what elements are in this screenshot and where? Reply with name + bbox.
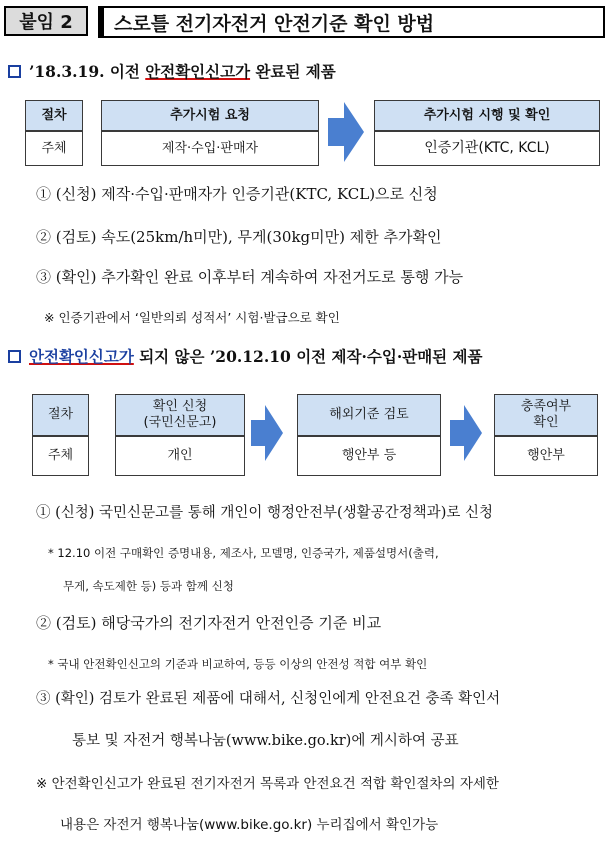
flow-step-title: 추가시험 요청 bbox=[101, 100, 319, 131]
page-title: 스로틀 전기자전거 안전기준 확인 방법 bbox=[98, 6, 605, 38]
list-item: 통보 및 자전거 행복나눔(www.bike.go.kr)에 게시하여 공표 bbox=[72, 733, 459, 749]
right-arrow-icon bbox=[251, 405, 283, 461]
list-item: ① (신청) 국민신문고를 통해 개인이 행정안전부(생활공간정책과)로 신청 bbox=[36, 505, 493, 521]
list-item: ② (검토) 해당국가의 전기자전거 안전인증 기준 비교 bbox=[36, 614, 382, 632]
flow-step-title: 해외기준 검토 bbox=[297, 394, 441, 436]
footnote: * 12.10 이전 구매확인 증명내용, 제조사, 모델명, 인증국가, 제품설명서(출력, bbox=[48, 546, 439, 560]
flow-step-actor: 행안부 등 bbox=[297, 436, 441, 476]
flow-label-procedure: 절차 bbox=[32, 394, 89, 436]
checkbox-square-icon bbox=[8, 65, 21, 78]
footnote: * 국내 안전확인신고의 기준과 비교하여, 등등 이상의 안전성 적합 여부 확인 bbox=[48, 657, 428, 671]
attachment-tag: 붙임 2 bbox=[4, 6, 88, 36]
section2-heading: 안전확인신고가 되지 않은 ’20.12.10 이전 제작·수입·판매된 제품 bbox=[8, 345, 482, 367]
footnote: 무게, 속도제한 등) 등과 함께 신청 bbox=[63, 579, 234, 593]
list-item: ① (신청) 제작·수입·판매자가 인증기관(KTC, KCL)으로 신청 bbox=[36, 185, 438, 203]
flow-step-title: 충족여부 확인 bbox=[494, 394, 598, 436]
flow-step-title: 추가시험 시행 및 확인 bbox=[374, 100, 600, 131]
flow-step-actor: 제작·수입·판매자 bbox=[101, 131, 319, 166]
list-item: ③ (확인) 추가확인 완료 이후부터 계속하여 자전거도로 통행 가능 bbox=[36, 268, 464, 286]
checkbox-square-icon bbox=[8, 350, 21, 363]
flow-step-actor: 개인 bbox=[115, 436, 245, 476]
right-arrow-icon bbox=[450, 405, 482, 461]
section1-heading: ’18.3.19. 이전 안전확인신고가 완료된 제품 bbox=[8, 60, 336, 82]
flow-label-procedure: 절차 bbox=[25, 100, 83, 131]
flow-step-title: 확인 신청 (국민신문고) bbox=[115, 394, 245, 436]
list-item: ② (검토) 속도(25km/h미만), 무게(30kg미만) 제한 추가확인 bbox=[36, 228, 442, 246]
flow-label-actor: 주체 bbox=[32, 436, 89, 476]
flow-label-actor: 주체 bbox=[25, 131, 83, 166]
flow-step-actor: 인증기관(KTC, KCL) bbox=[374, 131, 600, 166]
footnote: ※ 인증기관에서 ‘일반의뢰 성적서’ 시험·발급으로 확인 bbox=[44, 310, 340, 325]
list-item: ③ (확인) 검토가 완료된 제품에 대해서, 신청인에게 안전요건 충족 확인서 bbox=[36, 691, 501, 707]
closing-note: ※ 안전확인신고가 완료된 전기자전거 목록과 안전요건 적합 확인절차의 자세한 bbox=[36, 776, 499, 792]
right-arrow-icon bbox=[328, 102, 364, 162]
closing-note: 내용은 자전거 행복나눔(www.bike.go.kr) 누리집에서 확인가능 bbox=[60, 817, 439, 833]
flow-step-actor: 행안부 bbox=[494, 436, 598, 476]
